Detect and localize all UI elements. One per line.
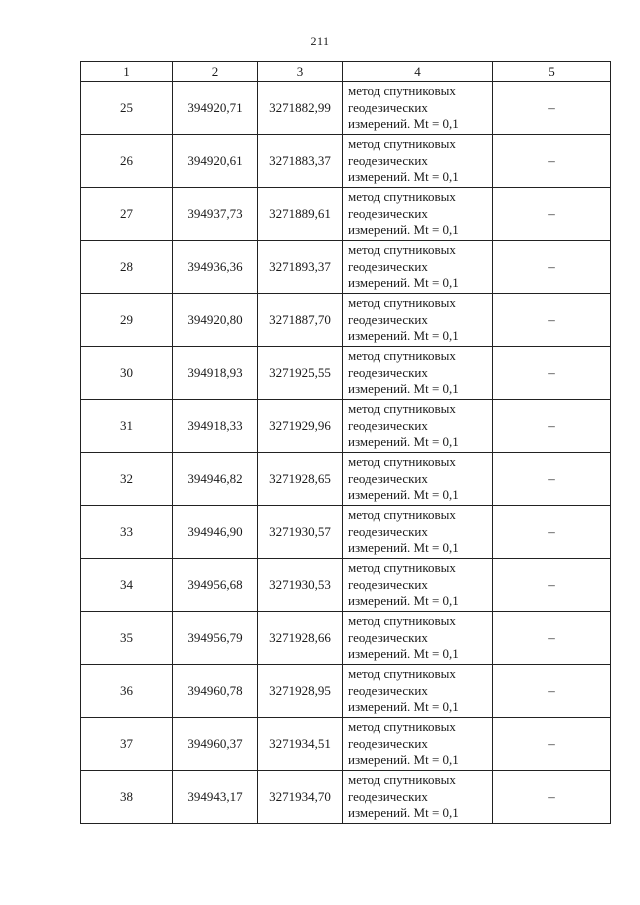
table-row bbox=[81, 453, 611, 506]
method-line: геодезических bbox=[348, 311, 428, 327]
method-cell bbox=[343, 771, 493, 824]
method-cell bbox=[343, 135, 493, 188]
x-coordinate-cell: 394946,82 bbox=[173, 453, 258, 506]
table-row bbox=[81, 771, 611, 824]
method-cell bbox=[343, 347, 493, 400]
method-line: измерений. Mt = 0,1 bbox=[348, 222, 459, 238]
note-cell: – bbox=[493, 771, 611, 824]
note-cell: – bbox=[493, 241, 611, 294]
x-coordinate-cell: 394956,79 bbox=[173, 612, 258, 665]
column-header-1: 1 bbox=[81, 62, 173, 82]
method-line: геодезических bbox=[348, 417, 428, 433]
table-row bbox=[81, 135, 611, 188]
note-cell: – bbox=[493, 453, 611, 506]
note-cell: – bbox=[493, 400, 611, 453]
table-row bbox=[81, 294, 611, 347]
y-coordinate-cell: 3271934,70 bbox=[258, 771, 343, 824]
method-line: метод спутниковых bbox=[348, 454, 456, 470]
x-coordinate-cell: 394956,68 bbox=[173, 559, 258, 612]
note-cell: – bbox=[493, 718, 611, 771]
x-coordinate-cell: 394920,61 bbox=[173, 135, 258, 188]
table-row bbox=[81, 188, 611, 241]
table-row bbox=[81, 612, 611, 665]
method-cell bbox=[343, 665, 493, 718]
point-number-cell: 34 bbox=[81, 559, 173, 612]
point-number-cell: 33 bbox=[81, 506, 173, 559]
method-line: метод спутниковых bbox=[348, 83, 456, 99]
method-line: метод спутниковых bbox=[348, 666, 456, 682]
x-coordinate-cell: 394936,36 bbox=[173, 241, 258, 294]
method-cell bbox=[343, 241, 493, 294]
note-cell: – bbox=[493, 559, 611, 612]
note-cell: – bbox=[493, 188, 611, 241]
point-number-cell: 27 bbox=[81, 188, 173, 241]
note-cell: – bbox=[493, 82, 611, 135]
method-line: измерений. Mt = 0,1 bbox=[348, 752, 459, 768]
point-number-cell: 28 bbox=[81, 241, 173, 294]
method-line: измерений. Mt = 0,1 bbox=[348, 646, 459, 662]
point-number-cell: 35 bbox=[81, 612, 173, 665]
table-row bbox=[81, 559, 611, 612]
y-coordinate-cell: 3271928,65 bbox=[258, 453, 343, 506]
note-cell: – bbox=[493, 294, 611, 347]
method-line: метод спутниковых bbox=[348, 295, 456, 311]
point-number-cell: 25 bbox=[81, 82, 173, 135]
table-row bbox=[81, 347, 611, 400]
x-coordinate-cell: 394937,73 bbox=[173, 188, 258, 241]
method-line: измерений. Mt = 0,1 bbox=[348, 275, 459, 291]
method-line: измерений. Mt = 0,1 bbox=[348, 434, 459, 450]
method-line: геодезических bbox=[348, 735, 428, 751]
method-line: метод спутниковых bbox=[348, 560, 456, 576]
table-row bbox=[81, 400, 611, 453]
method-line: измерений. Mt = 0,1 bbox=[348, 487, 459, 503]
point-number-cell: 37 bbox=[81, 718, 173, 771]
y-coordinate-cell: 3271934,51 bbox=[258, 718, 343, 771]
table-row bbox=[81, 718, 611, 771]
method-cell bbox=[343, 453, 493, 506]
y-coordinate-cell: 3271893,37 bbox=[258, 241, 343, 294]
y-coordinate-cell: 3271928,66 bbox=[258, 612, 343, 665]
method-line: метод спутниковых bbox=[348, 772, 456, 788]
method-line: измерений. Mt = 0,1 bbox=[348, 169, 459, 185]
method-cell bbox=[343, 188, 493, 241]
y-coordinate-cell: 3271930,57 bbox=[258, 506, 343, 559]
y-coordinate-cell: 3271925,55 bbox=[258, 347, 343, 400]
coordinates-table bbox=[80, 61, 611, 824]
method-cell bbox=[343, 400, 493, 453]
method-line: измерений. Mt = 0,1 bbox=[348, 540, 459, 556]
method-line: геодезических bbox=[348, 258, 428, 274]
table-header-row bbox=[81, 62, 611, 82]
method-cell bbox=[343, 294, 493, 347]
method-line: метод спутниковых bbox=[348, 242, 456, 258]
method-line: метод спутниковых bbox=[348, 348, 456, 364]
note-cell: – bbox=[493, 135, 611, 188]
table-row bbox=[81, 506, 611, 559]
table-row bbox=[81, 665, 611, 718]
method-line: геодезических bbox=[348, 682, 428, 698]
note-cell: – bbox=[493, 612, 611, 665]
table-row bbox=[81, 241, 611, 294]
column-header-5: 5 bbox=[493, 62, 611, 82]
method-line: геодезических bbox=[348, 629, 428, 645]
y-coordinate-cell: 3271883,37 bbox=[258, 135, 343, 188]
x-coordinate-cell: 394920,80 bbox=[173, 294, 258, 347]
method-line: метод спутниковых bbox=[348, 189, 456, 205]
x-coordinate-cell: 394920,71 bbox=[173, 82, 258, 135]
point-number-cell: 38 bbox=[81, 771, 173, 824]
method-line: геодезических bbox=[348, 470, 428, 486]
point-number-cell: 30 bbox=[81, 347, 173, 400]
x-coordinate-cell: 394946,90 bbox=[173, 506, 258, 559]
table-row bbox=[81, 82, 611, 135]
x-coordinate-cell: 394918,33 bbox=[173, 400, 258, 453]
method-line: геодезических bbox=[348, 205, 428, 221]
method-line: метод спутниковых bbox=[348, 507, 456, 523]
method-line: измерений. Mt = 0,1 bbox=[348, 116, 459, 132]
column-header-4: 4 bbox=[343, 62, 493, 82]
column-header-3: 3 bbox=[258, 62, 343, 82]
method-cell bbox=[343, 612, 493, 665]
y-coordinate-cell: 3271930,53 bbox=[258, 559, 343, 612]
y-coordinate-cell: 3271887,70 bbox=[258, 294, 343, 347]
method-line: измерений. Mt = 0,1 bbox=[348, 805, 459, 821]
method-line: измерений. Mt = 0,1 bbox=[348, 699, 459, 715]
x-coordinate-cell: 394960,78 bbox=[173, 665, 258, 718]
note-cell: – bbox=[493, 347, 611, 400]
method-line: геодезических bbox=[348, 788, 428, 804]
method-line: геодезических bbox=[348, 364, 428, 380]
x-coordinate-cell: 394960,37 bbox=[173, 718, 258, 771]
method-line: метод спутниковых bbox=[348, 719, 456, 735]
method-line: метод спутниковых bbox=[348, 136, 456, 152]
point-number-cell: 36 bbox=[81, 665, 173, 718]
point-number-cell: 32 bbox=[81, 453, 173, 506]
method-cell bbox=[343, 559, 493, 612]
table-body bbox=[81, 82, 611, 824]
point-number-cell: 29 bbox=[81, 294, 173, 347]
method-line: геодезических bbox=[348, 523, 428, 539]
note-cell: – bbox=[493, 665, 611, 718]
method-line: метод спутниковых bbox=[348, 401, 456, 417]
column-header-2: 2 bbox=[173, 62, 258, 82]
y-coordinate-cell: 3271889,61 bbox=[258, 188, 343, 241]
note-cell: – bbox=[493, 506, 611, 559]
y-coordinate-cell: 3271928,95 bbox=[258, 665, 343, 718]
method-line: геодезических bbox=[348, 99, 428, 115]
method-line: геодезических bbox=[348, 152, 428, 168]
y-coordinate-cell: 3271882,99 bbox=[258, 82, 343, 135]
method-cell bbox=[343, 718, 493, 771]
method-line: измерений. Mt = 0,1 bbox=[348, 328, 459, 344]
method-line: метод спутниковых bbox=[348, 613, 456, 629]
method-line: измерений. Mt = 0,1 bbox=[348, 593, 459, 609]
page-number: 211 bbox=[310, 34, 330, 48]
x-coordinate-cell: 394918,93 bbox=[173, 347, 258, 400]
method-line: геодезических bbox=[348, 576, 428, 592]
method-line: измерений. Mt = 0,1 bbox=[348, 381, 459, 397]
method-cell bbox=[343, 506, 493, 559]
point-number-cell: 26 bbox=[81, 135, 173, 188]
point-number-cell: 31 bbox=[81, 400, 173, 453]
method-cell bbox=[343, 82, 493, 135]
x-coordinate-cell: 394943,17 bbox=[173, 771, 258, 824]
y-coordinate-cell: 3271929,96 bbox=[258, 400, 343, 453]
